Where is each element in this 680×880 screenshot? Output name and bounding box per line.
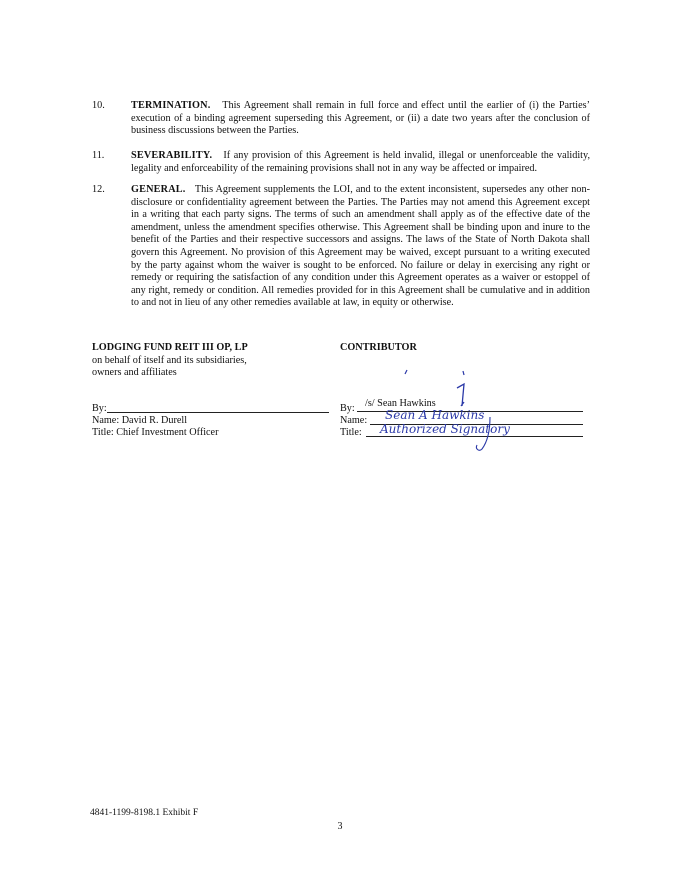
clause-body: This Agreement supplements the LOI, and to the extent inconsistent, supersedes any other non-disclosure or confidentiality agreement between the Parties. The Parties may not amend this Agreement except in a writing that each party signs. The terms of such an amendment shall apply as of the effective date of the amendment, unless the amendment specifies otherwise. This Agreement shall be binding upon and inure to the benefit of the Parties and their respective successors and assigns. The laws of the State of North Dakota shall govern this Agreement. No provision of this Agreement may be waived, except pursuant to a writing executed by the party against whom the waiver is sought to be enforced. No failure or delay in exercising any right or remedy or requiring the satisfaction of any condition under this Agreement operates as a waiver or estoppel of any right, remedy or condition. All remedies provided for in this Agreement shall be cumulative and in addition to and not in lieu of any other remedies available at law, in equity or otherwise.: [131, 184, 590, 309]
clause-number: 10.: [92, 100, 105, 111]
signer-title: Title: Chief Investment Officer: [92, 427, 219, 438]
clause-heading: SEVERABILITY.: [131, 150, 220, 161]
by-label: By:: [340, 403, 355, 414]
handwritten-signature-mark: [395, 362, 545, 462]
handwritten-title: Authorized Signatory: [380, 422, 510, 436]
party-line-3: owners and affiliates: [92, 367, 177, 379]
clause-heading: GENERAL.: [131, 184, 193, 195]
clause-heading: TERMINATION.: [131, 100, 219, 111]
name-label: Name:: [340, 415, 368, 426]
clause-text: [131, 150, 590, 175]
page-number: 3: [337, 821, 343, 832]
by-label: By:: [92, 403, 107, 414]
party-name: CONTRIBUTOR: [340, 342, 417, 353]
title-label: Title:: [340, 427, 362, 438]
clause-text: [131, 184, 590, 310]
document-id: 4841-1199-8198.1 Exhibit F: [90, 808, 199, 818]
signer-name: Name: David R. Durell: [92, 415, 188, 426]
signature-line: [107, 412, 329, 413]
handwritten-name: Sean A Hawkins: [385, 408, 485, 422]
clause-number: 12.: [92, 184, 105, 195]
clause-text: [131, 100, 590, 138]
by-value: /s/ Sean Hawkins: [365, 398, 436, 409]
clause-number: 11.: [92, 150, 105, 161]
party-line-2: on behalf of itself and its subsidiaries,: [92, 354, 247, 366]
clause-body: If any provision of this Agreement is held invalid, illegal or unenforceable the validity, legality and enforceability of the remaining provisions shall not in any way be affected or impaired.: [131, 150, 590, 174]
party-name: LODGING FUND REIT III OP, LP: [92, 342, 248, 353]
clause-body: This Agreement shall remain in full force and effect until the earlier of (i) the Parties’ execution of a binding agreement superseding this Agreement, or (ii) a date two years after the conclusion of business discussions between the Parties.: [131, 100, 590, 137]
signature-block-company: [92, 342, 248, 380]
